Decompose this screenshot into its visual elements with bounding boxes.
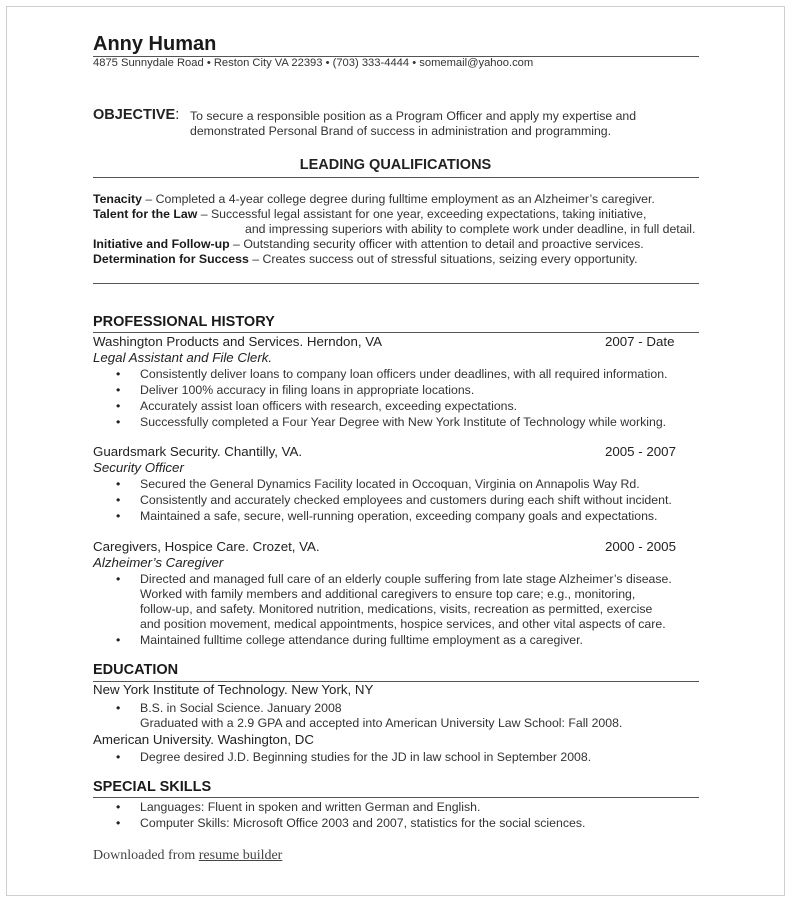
job-bullet: Consistently deliver loans to company loan officers under deadlines, with all required information. (140, 367, 668, 381)
qualifications-heading: LEADING QUALIFICATIONS (299, 157, 492, 173)
job-bullet: Consistently and accurately checked employees and customers during each shift without incident. (140, 493, 672, 507)
job-title: Legal Assistant and File Clerk. (93, 350, 273, 365)
bullet-marker: • (116, 509, 121, 523)
job-bullet: Successfully completed a Four Year Degree with New York Institute of Technology while working. (140, 415, 667, 429)
footer-prefix: Downloaded from (93, 848, 199, 863)
job-employer: Caregivers, Hospice Care. Crozet, VA. (93, 539, 320, 554)
education-heading: EDUCATION (93, 662, 179, 678)
bullet-marker: • (116, 477, 121, 491)
education-detail: Degree desired J.D. Beginning studies for the JD in law school in September 2008. (140, 750, 592, 764)
school-name: New York Institute of Technology. New York, NY (93, 682, 374, 697)
job-dates: 2007 - Date (605, 334, 675, 349)
job-bullet: Secured the General Dynamics Facility located in Occoquan, Virginia on Annapolis Way Rd. (140, 477, 640, 491)
objective-heading: OBJECTIVE: (93, 107, 180, 123)
bullet-marker: • (116, 493, 121, 507)
bullet-marker: • (116, 383, 121, 397)
job-title: Security Officer (93, 460, 184, 475)
qualification-continuation: and impressing superiors with ability to complete work under deadline, in full detail. (245, 222, 696, 236)
bullet-marker: • (116, 415, 121, 429)
skill-item: Languages: Fluent in spoken and written German and English. (140, 800, 481, 814)
qualification-label: Talent for the Law (93, 207, 198, 221)
download-footer (93, 848, 282, 864)
bullet-marker: • (116, 701, 121, 715)
job-bullet: Deliver 100% accuracy in filing loans in appropriate locations. (140, 383, 475, 397)
candidate-name: Anny Human (93, 33, 217, 55)
bullet-marker: • (116, 399, 121, 413)
contact-line: 4875 Sunnydale Road • Reston City VA 22393 • (703) 333-4444 • somemail@yahoo.com (93, 57, 534, 69)
job-bullet-continuation: and position movement, medical appointments, hospice services, and other vital aspects of care. (140, 617, 666, 631)
job-employer: Washington Products and Services. Herndon, VA (93, 334, 382, 349)
job-dates: 2005 - 2007 (605, 444, 676, 459)
resume-builder-link[interactable]: resume builder (198, 848, 283, 863)
job-bullet: Directed and managed full care of an elderly couple suffering from late stage Alzheimer’s disease. (140, 572, 672, 586)
job-title: Alzheimer’s Caregiver (93, 555, 224, 570)
qualification-label: Initiative and Follow-up (93, 237, 230, 251)
education-detail-continuation: Graduated with a 2.9 GPA and accepted into American University Law School: Fall 2008. (140, 716, 623, 730)
skills-heading: SPECIAL SKILLS (93, 779, 212, 795)
skills-rule (93, 797, 699, 798)
objective-line-2: demonstrated Personal Brand of success in administration and programming. (190, 124, 612, 138)
qualification-item (93, 237, 644, 251)
qualification-label: Determination for Success (93, 252, 249, 266)
history-rule (93, 332, 699, 333)
bullet-marker: • (116, 800, 121, 814)
job-bullet-continuation: follow-up, and safety. Monitored nutrition, medications, visits, recreation as permitted, exercise (140, 602, 653, 616)
school-name: American University. Washington, DC (93, 732, 314, 747)
qualifications-bottom-rule (93, 283, 699, 284)
education-detail: B.S. in Social Science. January 2008 (140, 701, 342, 715)
qualification-item (93, 192, 655, 206)
qualification-text: – Successful legal assistant for one year, exceeding expectations, taking initiative, (197, 207, 647, 221)
bullet-marker: • (116, 816, 121, 830)
objective-line-1: To secure a responsible position as a Program Officer and apply my expertise and (190, 109, 637, 123)
qualification-item (93, 207, 646, 221)
qualification-label: Tenacity (93, 192, 142, 206)
job-bullet: Accurately assist loan officers with research, exceeding expectations. (140, 399, 518, 413)
history-heading: PROFESSIONAL HISTORY (93, 314, 275, 330)
bullet-marker: • (116, 750, 121, 764)
bullet-marker: • (116, 633, 121, 647)
job-bullet: Maintained fulltime college attendance during fulltime employment as a caregiver. (140, 633, 583, 647)
qualification-item (93, 252, 638, 266)
job-dates: 2000 - 2005 (605, 539, 676, 554)
skill-item: Computer Skills: Microsoft Office 2003 and 2007, statistics for the social sciences. (140, 816, 586, 830)
objective-text (190, 109, 636, 139)
job-employer: Guardsmark Security. Chantilly, VA. (93, 444, 303, 459)
qualification-text: – Outstanding security officer with attention to detail and proactive services. (229, 237, 644, 251)
qualifications-rule (93, 177, 699, 178)
bullet-marker: • (116, 367, 121, 381)
bullet-marker: • (116, 572, 121, 586)
qualification-text: – Completed a 4-year college degree during fulltime employment as an Alzheimer’s caregiver. (141, 192, 655, 206)
job-bullet: Maintained a safe, secure, well-running operation, exceeding company goals and expectations. (140, 509, 658, 523)
job-bullet-continuation: Worked with family members and additional caregivers to ensure top care; e.g., monitoring, (140, 587, 636, 601)
qualification-text: – Creates success out of stressful situations, seizing every opportunity. (248, 252, 638, 266)
